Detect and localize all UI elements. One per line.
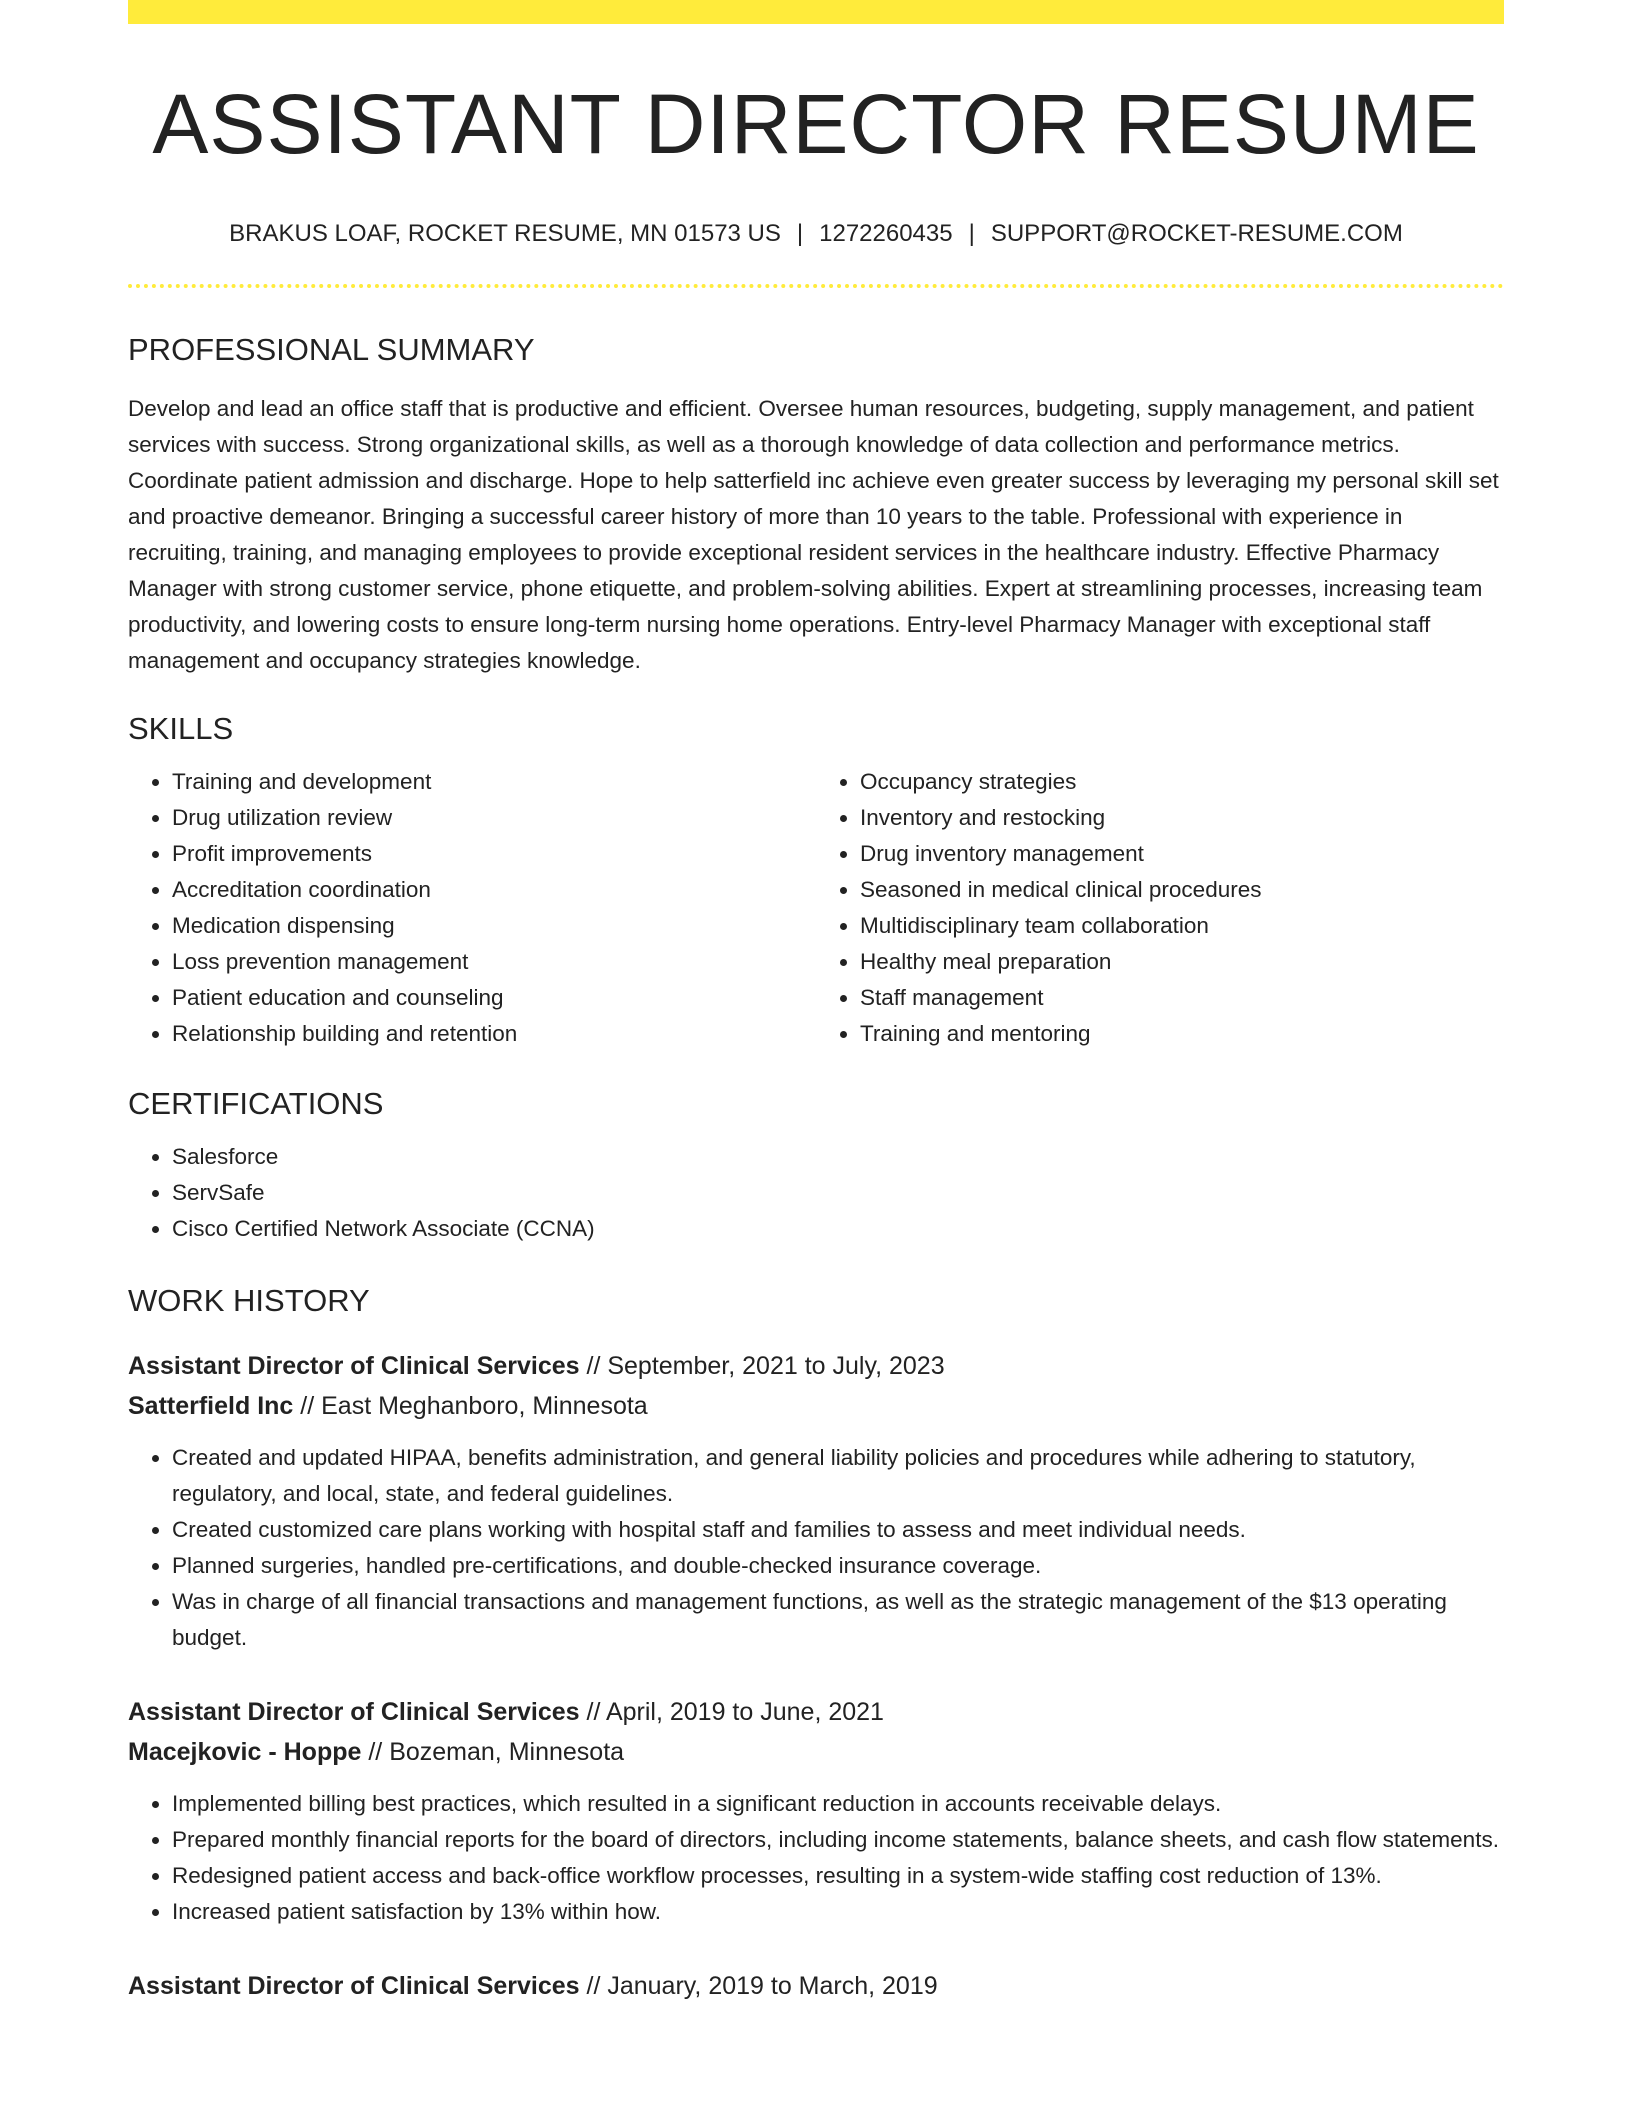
contact-separator: | <box>968 220 975 247</box>
contact-email: SUPPORT@ROCKET-RESUME.COM <box>990 220 1403 247</box>
skills-heading: SKILLS <box>128 711 234 746</box>
skill-item: • Inventory and restocking <box>860 800 1504 836</box>
work-history-heading: WORK HISTORY <box>128 1283 370 1318</box>
job-bullet: • Created and updated HIPAA, benefits administration, and general liability policies and procedures while adhering to statutory, regulatory, and local, state, and federal guidelines. <box>172 1440 1504 1512</box>
skill-item: • Profit improvements <box>172 836 816 872</box>
job-company-line <box>128 1732 1504 1772</box>
skill-item: • Loss prevention management <box>172 944 816 980</box>
summary-heading: PROFESSIONAL SUMMARY <box>128 332 535 367</box>
job-dates: // January, 2019 to March, 2019 <box>579 1972 938 2000</box>
certification-item: • ServSafe <box>172 1175 1504 1211</box>
job-company-line <box>128 1386 1504 1426</box>
job-bullet: • Created customized care plans working with hospital staff and families to assess and meet individual needs. <box>172 1512 1504 1548</box>
skill-item: • Relationship building and retention <box>172 1016 816 1052</box>
job-title-line <box>128 1346 1504 1386</box>
certifications-list <box>128 1139 1504 1247</box>
job-company: Satterfield Inc <box>128 1392 294 1420</box>
skills-right-list <box>816 764 1504 1052</box>
job-entry <box>128 1346 1504 1656</box>
job-bullet: • Redesigned patient access and back-office workflow processes, resulting in a system-wide staffing cost reduction of 13%. <box>172 1858 1504 1894</box>
skill-item: • Staff management <box>860 980 1504 1016</box>
resume-title: ASSISTANT DIRECTOR RESUME <box>152 77 1480 171</box>
skill-item: • Training and development <box>172 764 816 800</box>
skills-columns <box>128 764 1504 1052</box>
skill-item: • Training and mentoring <box>860 1016 1504 1052</box>
job-location: // East Meghanboro, Minnesota <box>293 1392 648 1420</box>
skill-item: • Patient education and counseling <box>172 980 816 1016</box>
accent-top-bar <box>128 0 1504 24</box>
job-bullets <box>128 1786 1504 1930</box>
job-bullet: • Increased patient satisfaction by 13% within how. <box>172 1894 1504 1930</box>
contact-line <box>128 222 1504 246</box>
certification-item: • Cisco Certified Network Associate (CCNA) <box>172 1211 1504 1247</box>
contact-phone: 1272260435 <box>819 220 953 247</box>
job-dates: // September, 2021 to July, 2023 <box>579 1352 945 1380</box>
skill-item: • Multidisciplinary team collaboration <box>860 908 1504 944</box>
certification-item: • Salesforce <box>172 1139 1504 1175</box>
job-dates: // April, 2019 to June, 2021 <box>579 1698 884 1726</box>
job-bullets <box>128 1440 1504 1656</box>
job-title-line <box>128 1692 1504 1732</box>
job-title: Assistant Director of Clinical Services <box>128 1698 580 1726</box>
job-title-line <box>128 1966 1504 2006</box>
certifications-heading: CERTIFICATIONS <box>128 1086 384 1121</box>
contact-address: BRAKUS LOAF, ROCKET RESUME, MN 01573 US <box>229 220 781 247</box>
skills-left-list <box>128 764 816 1052</box>
job-title: Assistant Director of Clinical Services <box>128 1352 580 1380</box>
summary-text: Develop and lead an office staff that is productive and efficient. Oversee human resources, budgeting, supply management, and patient services with success. Strong organizational skills, as well as a thorough knowledge of data collection and performance metrics. Coordinate patient admission and discharge. Hope to help satterfield inc achieve even greater success by leveraging my personal skill set and proactive demeanor. Bringing a successful career history of more than 10 years to the table. Professional with experience in recruiting, training, and managing employees to provide exceptional resident services in the healthcare industry. Effective Pharmacy Manager with strong customer service, phone etiquette, and problem-solving abilities. Expert at streamlining processes, increasing team productivity, and lowering costs to ensure long-term nursing home operations. Entry-level Pharmacy Manager with exceptional staff management and occupancy strategies knowledge. <box>128 396 1499 673</box>
job-company: Macejkovic - Hoppe <box>128 1738 362 1766</box>
job-entry <box>128 1692 1504 1930</box>
skill-item: • Accreditation coordination <box>172 872 816 908</box>
job-bullet: • Planned surgeries, handled pre-certifications, and double-checked insurance coverage. <box>172 1548 1504 1584</box>
job-location: // Bozeman, Minnesota <box>361 1738 625 1766</box>
job-bullet: • Prepared monthly financial reports for the board of directors, including income statements, balance sheets, and cash flow statements. <box>172 1822 1504 1858</box>
job-title: Assistant Director of Clinical Services <box>128 1972 580 2000</box>
skill-item: • Medication dispensing <box>172 908 816 944</box>
job-bullet: • Implemented billing best practices, which resulted in a significant reduction in accounts receivable delays. <box>172 1786 1504 1822</box>
skill-item: • Drug utilization review <box>172 800 816 836</box>
skill-item: • Seasoned in medical clinical procedures <box>860 872 1504 908</box>
job-entry <box>128 1966 1504 2006</box>
job-bullet: • Was in charge of all financial transactions and management functions, as well as the strategic management of the $13 operating budget. <box>172 1584 1504 1656</box>
skill-item: • Drug inventory management <box>860 836 1504 872</box>
skill-item: • Healthy meal preparation <box>860 944 1504 980</box>
dotted-divider <box>128 284 1504 288</box>
resume-page <box>128 0 1504 2006</box>
skill-item: • Occupancy strategies <box>860 764 1504 800</box>
contact-separator: | <box>796 220 804 247</box>
